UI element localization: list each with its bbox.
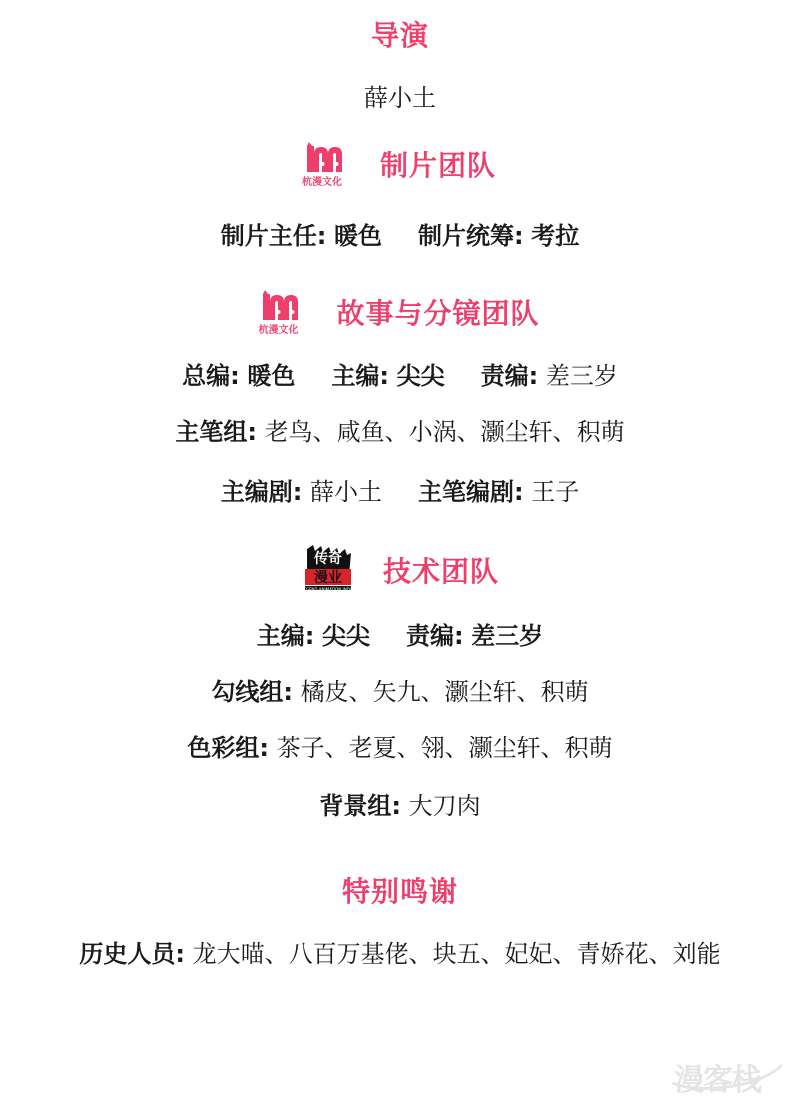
tech-row-1: 主编: 尖尖 责编: 差三岁 [256,622,544,650]
legend-logo-top-text: 传奇 [313,551,342,567]
tech-heading: 技术团队 [382,555,499,588]
watermark-text: 漫客栈 [674,1063,761,1098]
manke-watermark-icon [668,1053,786,1098]
hangman-logo-text: 杭漫文化 [258,325,299,336]
legend-animation-logo-icon [300,545,363,595]
thanks-row-1: 历史人员: 龙大喵、八百万基佬、块五、妃妃、青娇花、刘能 [79,940,721,968]
production-row-1: 制片主任: 暖色 制片统筹: 考拉 [220,222,580,250]
story-row-3: 主编剧: 薛小土 主笔编剧: 王子 [220,478,580,506]
tech-row-3: 色彩组: 茶子、老夏、翎、灏尘轩、积萌 [187,734,613,762]
director-name: 薛小土 [364,84,436,112]
legend-logo-mid-text: 漫业 [313,570,342,586]
tech-row-2: 勾线组: 橘皮、矢九、灏尘轩、积萌 [211,678,589,706]
director-heading: 导演 [370,19,429,52]
hangman-logo-icon [260,290,308,334]
production-heading: 制片团队 [379,149,496,182]
hangman-logo-text: 杭漫文化 [301,177,342,188]
story-heading: 故事与分镜团队 [336,297,540,330]
thanks-heading: 特别鸣谢 [341,875,458,908]
tech-row-4: 背景组: 大刀肉 [319,792,481,820]
story-row-2: 主笔组: 老鸟、咸鱼、小涡、灏尘轩、积萌 [175,418,625,446]
legend-logo-bottom-text: LEGEND ANIMATION INDUSTRY [300,587,363,592]
story-row-1: 总编: 暖色 主编: 尖尖 责编: 差三岁 [182,362,618,390]
hangman-logo-icon [301,142,352,188]
